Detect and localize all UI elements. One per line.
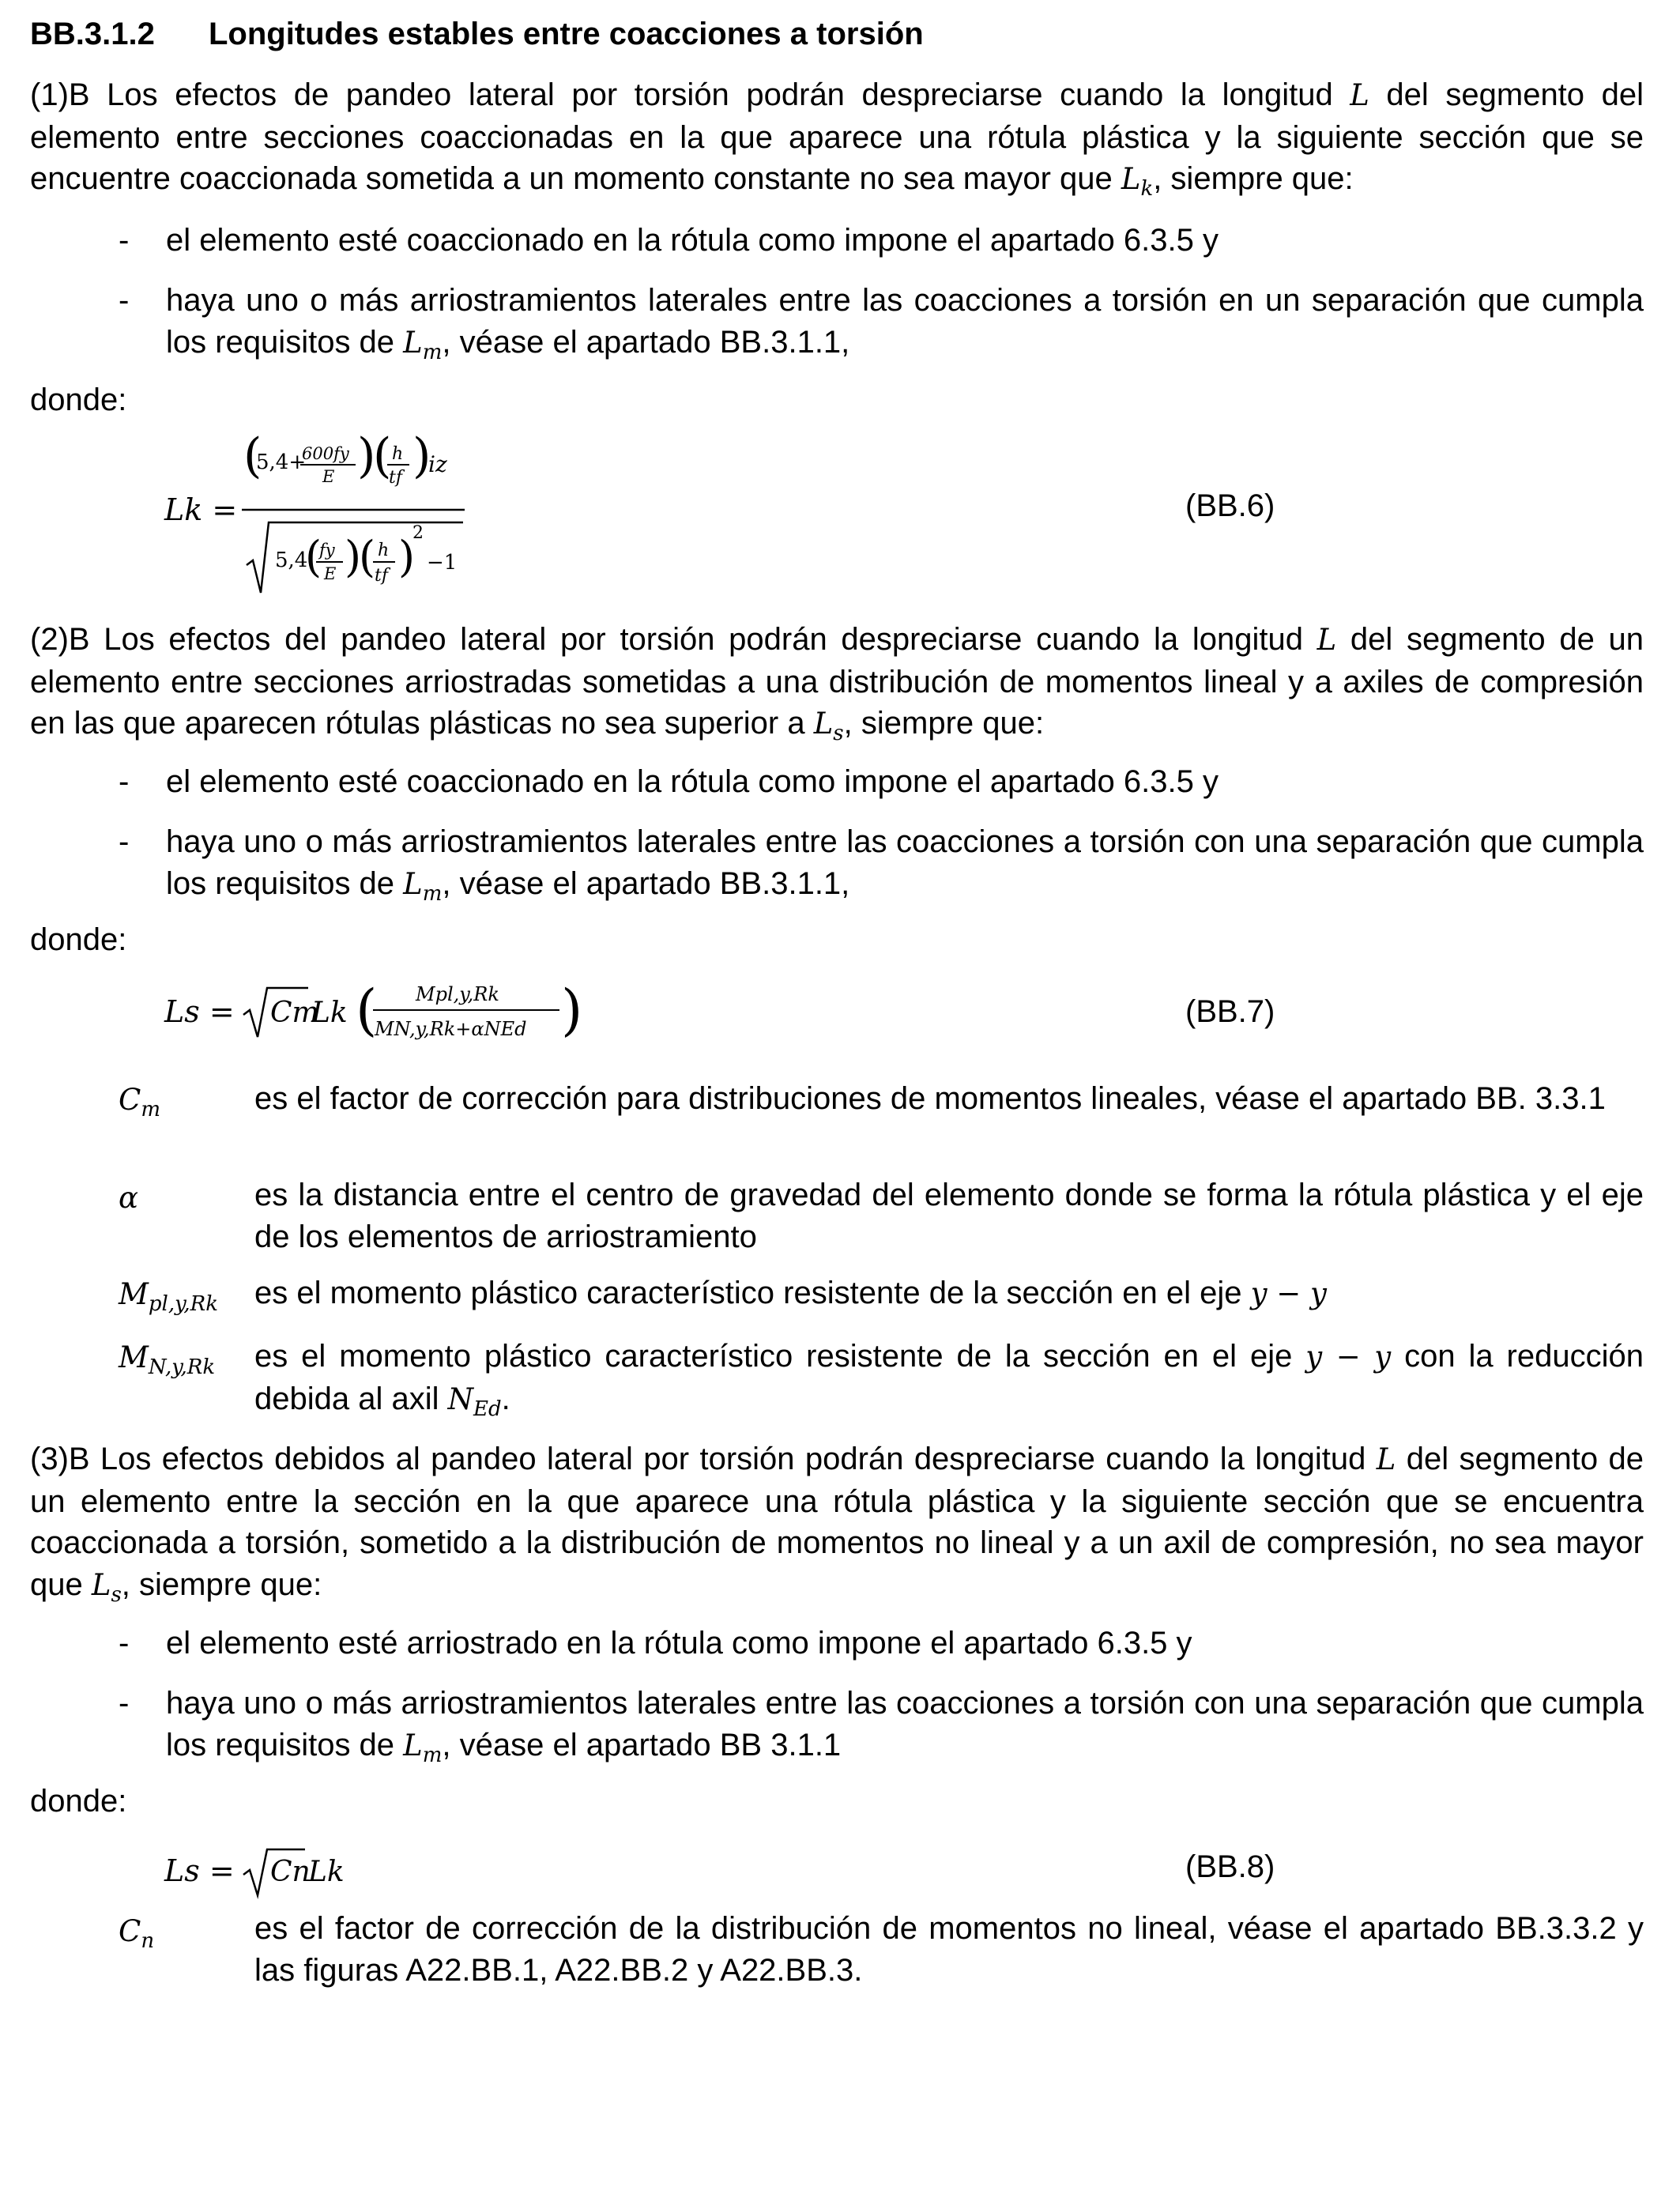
svg-text:5,4+: 5,4+ xyxy=(256,450,307,474)
svg-text:−1: −1 xyxy=(427,551,458,575)
svg-text:Ls =: Ls = xyxy=(164,1853,235,1888)
donde-label: donde: xyxy=(30,383,127,417)
svg-text:(: ( xyxy=(373,431,392,484)
definition-text: es el momento plástico característico resistente de la sección en el eje y − y con la reducción debida al axil $N_{Ed}$. xyxy=(254,1339,1644,1421)
svg-text:Ls =: Ls = xyxy=(164,994,235,1029)
bullet-dash: - xyxy=(119,283,130,318)
paragraph-2: (2)B Los efectos del pandeo lateral por torsión podrán despreciarse cuando la longitud L del segmento de un elemento entre secciones arriostradas sometidas a una distribución de momentos lineal y a axiles de compresión en las que aparecen rótulas plásticas no sea superior a $L_s$, siempre que: xyxy=(30,622,1644,745)
svg-text:2: 2 xyxy=(412,523,424,543)
svg-text:Lk =: Lk = xyxy=(164,492,238,527)
svg-text:MN,y,Rk+αNEd: MN,y,Rk+αNEd xyxy=(375,1018,527,1040)
list-item: haya uno o más arriostramientos laterales entre las coacciones a torsión en un separación que cumpla los requisitos de $L_m$, véase el apartado BB.3.1.1, xyxy=(166,283,1644,364)
svg-text:h: h xyxy=(392,444,404,464)
paragraph-3: (3)B Los efectos debidos al pandeo lateral por torsión podrán despreciarse cuando la longitud L del segmento de un elemento entre la sección en la que aparece una rótula plástica y la siguiente sección que se encuentra coaccionada a torsión, sometido a la distribución de momentos no lineal y a un axil de compresión, no sea mayor que $L_s$, siempre que: xyxy=(30,1442,1644,1607)
svg-text:Lk: Lk xyxy=(311,997,348,1029)
definition-text: es el momento plástico característico resistente de la sección en el eje y − y xyxy=(254,1276,1327,1310)
equation-bb6 xyxy=(158,431,490,605)
bullet-dash: - xyxy=(119,223,130,258)
list-item: el elemento esté coaccionado en la rótula como impone el apartado 6.3.5 y xyxy=(166,764,1219,799)
svg-text:600fy: 600fy xyxy=(302,444,349,463)
svg-text:E: E xyxy=(324,564,337,583)
svg-text:Lk: Lk xyxy=(308,1856,345,1888)
svg-text:tf: tf xyxy=(375,566,388,586)
list-item: haya uno o más arriostramientos laterales entre las coacciones a torsión con una separación que cumpla los requisitos de $L_m$, véase el apartado BB 3.1.1 xyxy=(166,1686,1644,1767)
list-item: el elemento esté arriostrado en la rótula como impone el apartado 6.3.5 y xyxy=(166,1626,1192,1661)
donde-label: donde: xyxy=(30,922,127,957)
bullet-dash: - xyxy=(119,1686,130,1721)
bullet-dash: - xyxy=(119,764,130,799)
svg-text:iz: iz xyxy=(428,451,447,477)
equation-bb8 xyxy=(158,1842,395,1905)
definition-text: es el factor de corrección de la distribución de momentos no lineal, véase el apartado BB.3.3.2 y las figuras A22.BB.1, A22.BB.2 y A22.BB.3. xyxy=(254,1911,1644,1988)
definition-symbol: $C_m$ xyxy=(119,1083,160,1122)
equation-bb7 xyxy=(158,971,601,1057)
svg-text:E: E xyxy=(322,467,335,486)
svg-text:tf: tf xyxy=(389,468,402,488)
svg-text:h: h xyxy=(378,541,390,560)
svg-text:): ) xyxy=(357,431,376,484)
list-item: haya uno o más arriostramientos laterales entre las coacciones a torsión con una separación que cumpla los requisitos de $L_m$, véase el apartado BB.3.1.1, xyxy=(166,824,1644,906)
svg-text:5,4: 5,4 xyxy=(275,548,308,572)
svg-text:Cm: Cm xyxy=(270,997,319,1029)
svg-text:): ) xyxy=(412,431,431,484)
svg-text:): ) xyxy=(345,532,362,582)
svg-text:): ) xyxy=(561,978,583,1042)
svg-text:(: ( xyxy=(356,978,378,1042)
definition-text: es el factor de corrección para distribuciones de momentos lineales, véase el apartado BB. 3.3.1 xyxy=(254,1081,1606,1116)
bullet-dash: - xyxy=(119,824,130,859)
definition-symbol: $M_{pl,y,Rk}$ xyxy=(119,1277,218,1316)
definition-text: es la distancia entre el centro de gravedad del elemento donde se forma la rótula plástica y el eje de los elementos de arriostramiento xyxy=(254,1178,1644,1254)
list-item: el elemento esté coaccionado en la rótula como impone el apartado 6.3.5 y xyxy=(166,223,1219,258)
svg-text:): ) xyxy=(398,532,416,582)
equation-number: (BB.6) xyxy=(1185,488,1275,523)
section-number: BB.3.1.2 xyxy=(30,17,155,51)
paragraph-1: (1)B Los efectos de pandeo lateral por torsión podrán despreciarse cuando la longitud L del segmento del elemento entre secciones coaccionadas en la que aparece una rótula plástica y la siguiente sección que se encuentre coaccionada sometida a un momento constante no sea mayor que $L_k$, siempre que: xyxy=(30,77,1644,201)
equation-number: (BB.7) xyxy=(1185,994,1275,1029)
bullet-dash: - xyxy=(119,1626,130,1661)
definition-symbol: α xyxy=(119,1181,138,1215)
definition-symbol: $C_n$ xyxy=(119,1914,155,1953)
section-title: Longitudes estables entre coacciones a torsión xyxy=(209,17,924,51)
svg-text:(: ( xyxy=(243,431,262,484)
definition-symbol: $M_{N,y,Rk}$ xyxy=(119,1340,216,1379)
svg-text:Mpl,y,Rk: Mpl,y,Rk xyxy=(416,983,499,1005)
svg-text:fy: fy xyxy=(319,541,335,560)
donde-label: donde: xyxy=(30,1784,127,1819)
svg-text:(: ( xyxy=(305,532,322,582)
section-heading xyxy=(30,14,924,54)
svg-text:Cn: Cn xyxy=(270,1856,311,1888)
equation-number: (BB.8) xyxy=(1185,1849,1275,1884)
svg-text:(: ( xyxy=(359,532,376,582)
